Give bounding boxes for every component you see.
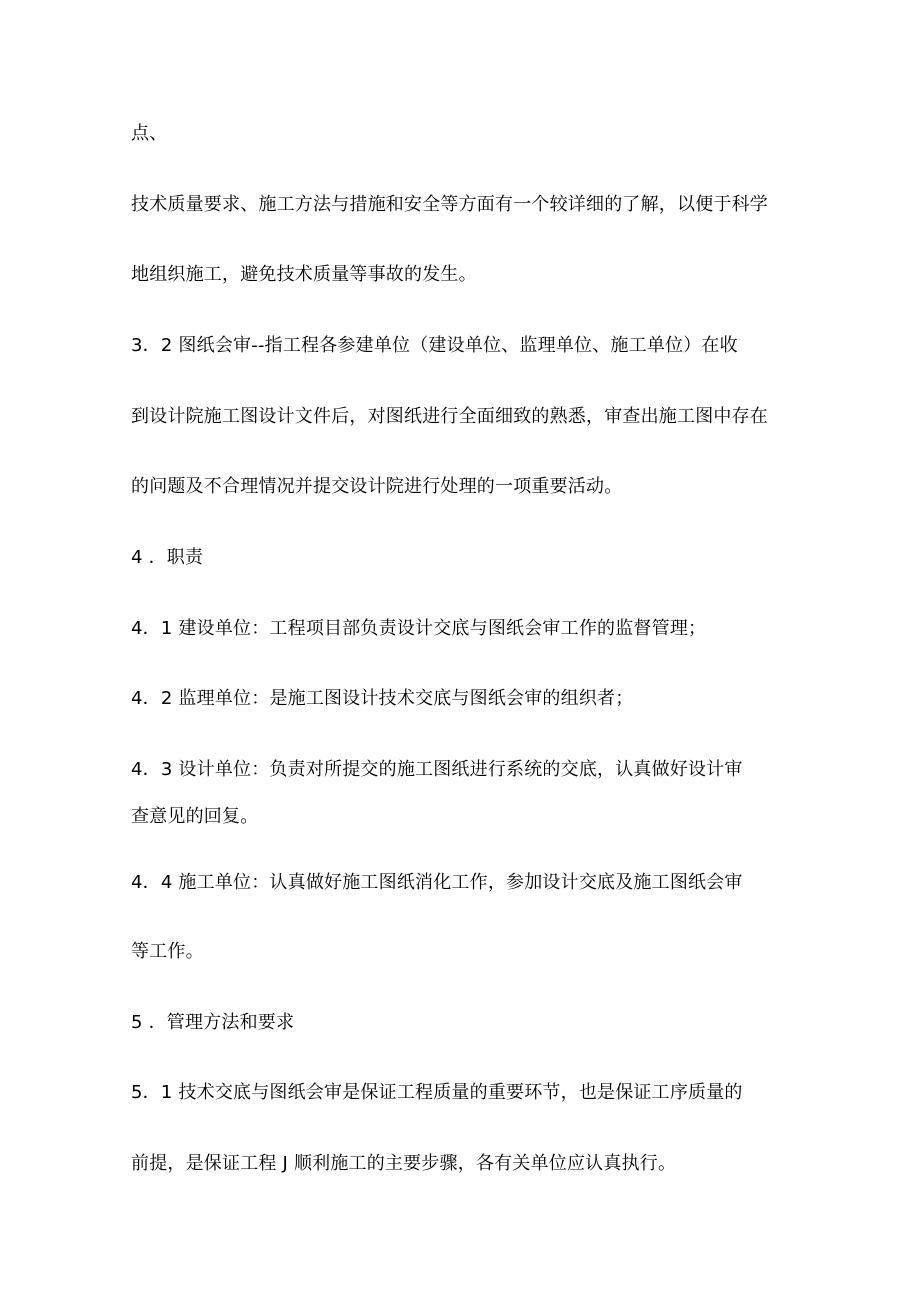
- text-line: 技术质量要求、施工方法与措施和安全等方面有一个较详细的了解，以便于科学: [131, 194, 768, 215]
- text-line: 地组织施工，避免技术质量等事故的发生。: [131, 264, 477, 285]
- section-5-1: 5．1 技术交底与图纸会审是保证工程质量的重要环节，也是保证工序质量的: [131, 1082, 743, 1103]
- text-line: 到设计院施工图设计文件后，对图纸进行全面细致的熟悉，审查出施工图中存在: [131, 406, 768, 427]
- heading-4-responsibilities: 4 ．职责: [131, 547, 204, 568]
- heading-5-management: 5 ．管理方法和要求: [131, 1012, 295, 1033]
- text-line: 前提，是保证工程 J 顺利施工的主要步骤，各有关单位应认真执行。: [131, 1153, 677, 1174]
- text-line: 等工作。: [131, 941, 204, 962]
- section-4-4: 4．4 施工单位：认真做好施工图纸消化工作，参加设计交底及施工图纸会审: [131, 872, 743, 893]
- section-4-3: 4．3 设计单位：负责对所提交的施工图纸进行系统的交底，认真做好设计审: [131, 759, 743, 780]
- section-4-2: 4．2 监理单位：是施工图设计技术交底与图纸会审的组织者；: [131, 688, 634, 709]
- section-3-2: 3．2 图纸会审--指工程各参建单位（建设单位、监理单位、施工单位）在收: [131, 335, 738, 356]
- text-line: 点、: [131, 123, 168, 144]
- text-line: 查意见的回复。: [131, 806, 259, 827]
- text-line: 的问题及不合理情况并提交设计院进行处理的一项重要活动。: [131, 476, 623, 497]
- section-4-1: 4．1 建设单位：工程项目部负责设计交底与图纸会审工作的监督管理；: [131, 618, 707, 639]
